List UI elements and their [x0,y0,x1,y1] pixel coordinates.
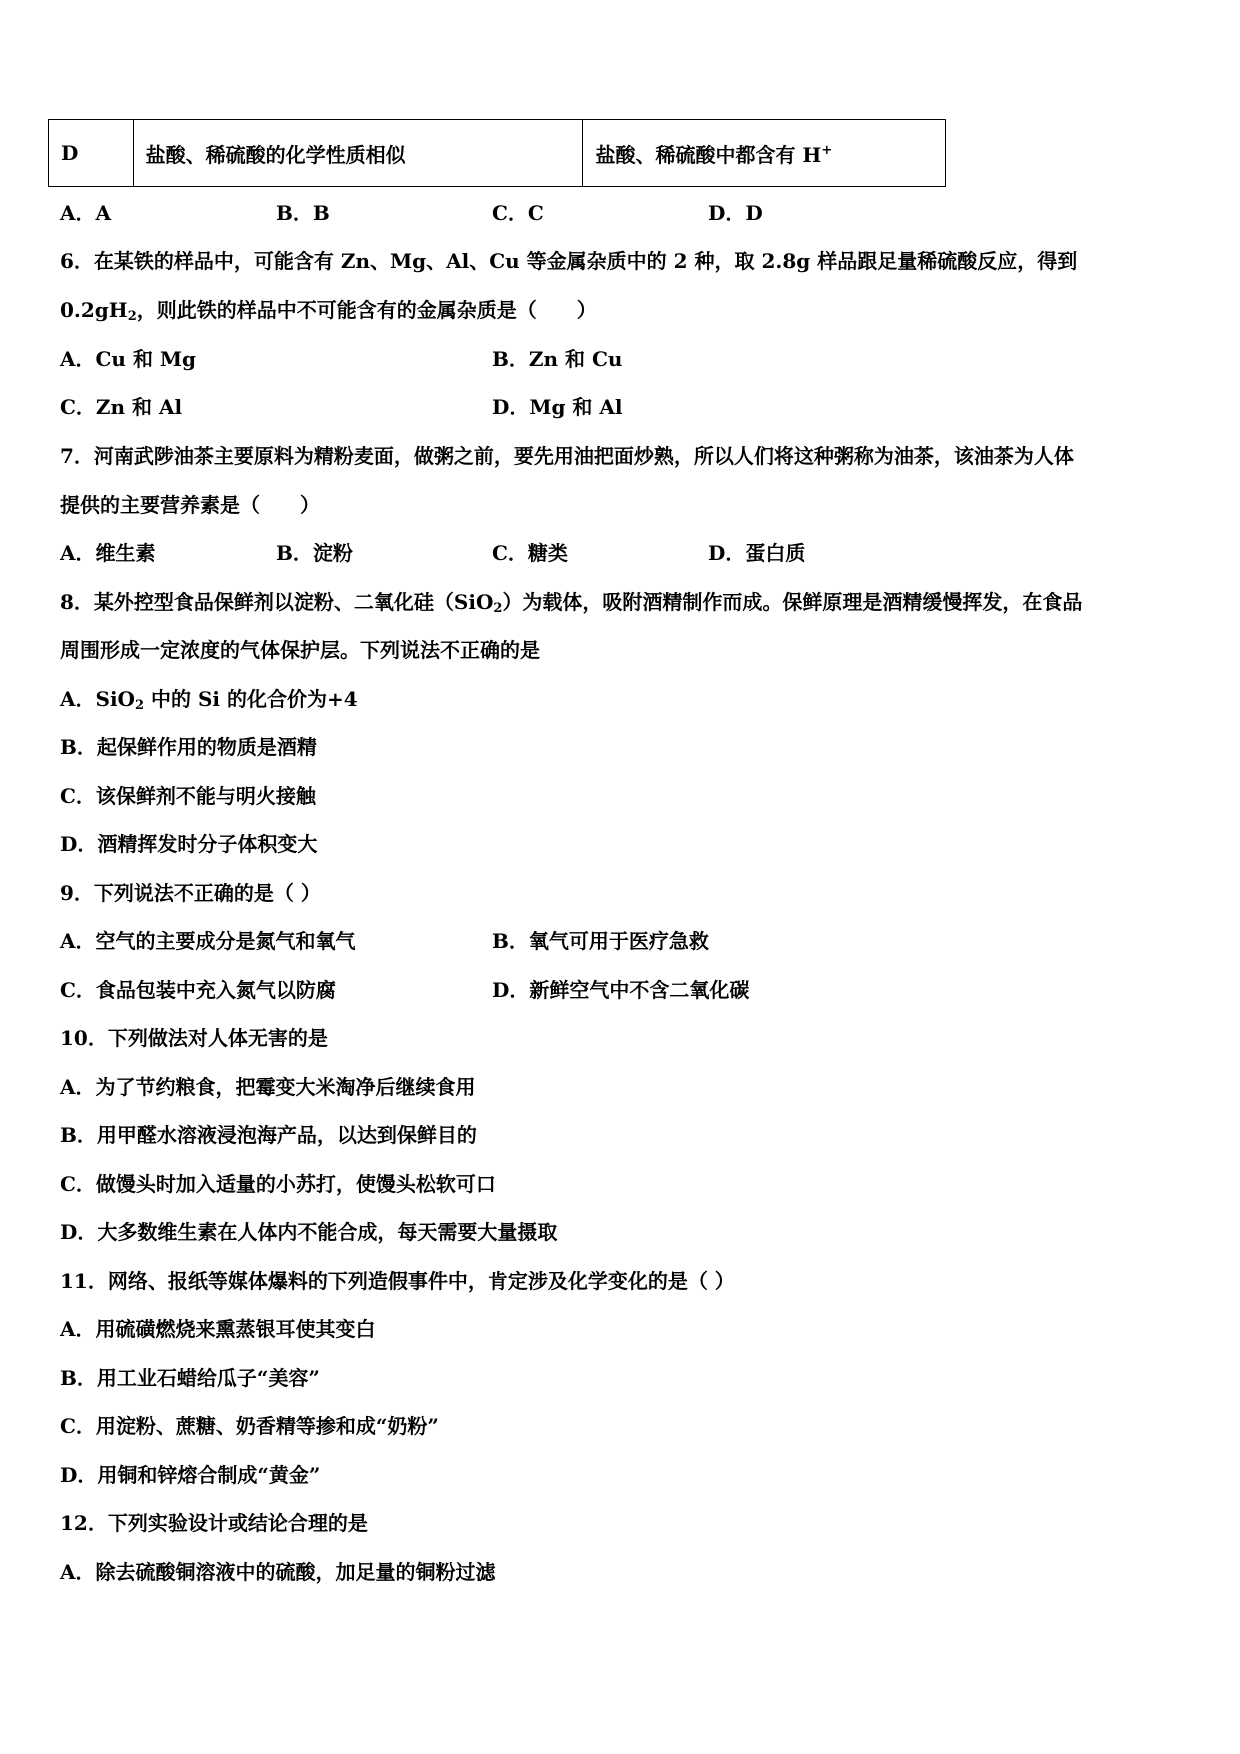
q10-option-c[interactable]: C．做馒头时加入适量的小苏打，使馒头松软可口 [60,1172,496,1196]
q10-option-b[interactable]: B．用甲醛水溶液浸泡海产品，以达到保鲜目的 [60,1123,477,1147]
q10-stem: 10．下列做法对人体无害的是 [60,1026,328,1050]
q5-option-a[interactable]: A．A [60,201,112,225]
q9-option-c[interactable]: C．食品包装中充入氮气以防腐 [60,978,336,1002]
q5-option-b[interactable]: B．B [276,201,330,225]
q9-option-b[interactable]: B．氧气可用于医疗急救 [492,929,709,953]
q6-option-a[interactable]: A．Cu 和 Mg [60,347,197,371]
table-cell-reason [583,120,946,187]
q10-option-d[interactable]: D．大多数维生素在人体内不能合成，每天需要大量摄取 [60,1220,558,1244]
q5-option-c[interactable]: C．C [492,201,544,225]
answer-table [48,119,946,187]
q11-option-d[interactable]: D．用铜和锌熔合制成“黄金” [60,1463,321,1487]
q12-stem: 12．下列实验设计或结论合理的是 [60,1511,368,1535]
q8-stem-text: 8．某外控型食品保鲜剂以淀粉、二氧化硅（SiO [60,590,494,614]
q6-stem-text: 0.2gH [60,298,128,322]
q7-option-b[interactable]: B．淀粉 [276,541,353,565]
q8-stem-line2: 周围形成一定浓度的气体保护层。下列说法不正确的是 [60,638,540,662]
table-row [49,120,946,187]
q7-option-a[interactable]: A．维生素 [60,541,156,565]
q9-option-d[interactable]: D．新鲜空气中不含二氧化碳 [492,978,750,1002]
q7-option-d[interactable]: D．蛋白质 [708,541,806,565]
q5-option-d[interactable]: D．D [708,201,763,225]
q8-stem-text-end: ）为载体，吸附酒精制作而成。保鲜原理是酒精缓慢挥发，在食品 [502,590,1083,614]
q11-option-c[interactable]: C．用淀粉、蔗糖、奶香精等掺和成“奶粉” [60,1414,439,1438]
q6-option-d[interactable]: D．Mg 和 Al [492,395,623,419]
subscript: 2 [134,698,145,713]
q6-stem-line1: 6．在某铁的样品中，可能含有 Zn、Mg、Al、Cu 等金属杂质中的 2 种，取 2.8g 样品跟足量稀硫酸反应，得到 [60,249,1078,273]
superscript: + [821,142,833,158]
q6-stem-line2 [60,297,597,323]
q7-option-c[interactable]: C．糖类 [492,541,568,565]
q8-option-d[interactable]: D．酒精挥发时分子体积变大 [60,832,318,856]
q11-stem: 11．网络、报纸等媒体爆料的下列造假事件中，肯定涉及化学变化的是（ ） [60,1269,735,1293]
q7-stem-line1: 7．河南武陟油茶主要原料为精粉麦面，做粥之前，要先用油把面炒熟，所以人们将这种粥称为油茶，该油茶为人体 [60,444,1074,468]
q8-option-b[interactable]: B．起保鲜作用的物质是酒精 [60,735,317,759]
q8-option-c[interactable]: C．该保鲜剂不能与明火接触 [60,784,316,808]
reason-text: 盐酸、稀硫酸中都含有 H [595,142,822,167]
q12-option-a[interactable]: A．除去硫酸铜溶液中的硫酸，加足量的铜粉过滤 [60,1560,496,1584]
subscript: 2 [493,601,503,616]
q6-stem-text-end: ，则此铁的样品中不可能含有的金属杂质是（ ） [136,298,597,322]
q8-option-a-text: A．SiO [60,687,135,711]
q11-option-a[interactable]: A．用硫磺燃烧来熏蒸银耳使其变白 [60,1317,376,1341]
q8-option-a-text-end: 中的 Si 的化合价为+4 [144,687,358,711]
q7-stem-line2: 提供的主要营养素是（ ） [60,493,320,517]
q11-option-b[interactable]: B．用工业石蜡给瓜子“美容” [60,1366,320,1390]
q8-option-a[interactable] [60,686,358,712]
q6-option-b[interactable]: B．Zn 和 Cu [492,347,623,371]
q10-option-a[interactable]: A．为了节约粮食，把霉变大米淘净后继续食用 [60,1075,476,1099]
q9-option-a[interactable]: A．空气的主要成分是氮气和氧气 [60,929,356,953]
table-cell-option: D [49,120,134,187]
q9-stem: 9．下列说法不正确的是（ ） [60,881,321,905]
q6-option-c[interactable]: C．Zn 和 Al [60,395,183,419]
table-cell-fact: 盐酸、稀硫酸的化学性质相似 [133,120,583,187]
subscript: 2 [127,309,137,324]
q8-stem-line1 [60,589,1082,615]
